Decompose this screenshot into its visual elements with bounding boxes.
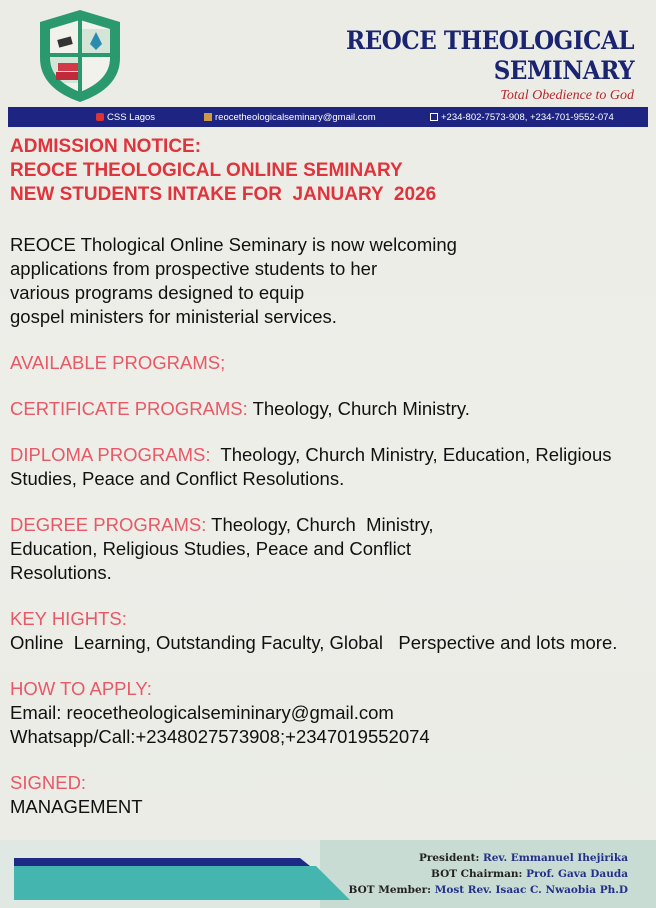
heading-line: REOCE THEOLOGICAL ONLINE SEMINARY [10,160,403,181]
email-text: reocetheologicalseminary@gmail.com [215,111,376,123]
apply-email[interactable]: Email: reocetheologicalsemininary@gmail.com [10,702,394,723]
section-text: Theology, Church Ministry. [247,398,470,419]
heading-line: NEW STUDENTS INTAKE FOR JANUARY 2026 [10,184,437,205]
label: BOT Chairman: [431,868,523,880]
member-line [349,882,628,898]
intro-line: REOCE Thological Online Seminary is now welcoming [10,234,457,255]
location-icon [96,113,104,121]
location-text: CSS Lagos [107,111,156,123]
section-label: SIGNED: [10,772,87,793]
section-label: DIPLOMA PROGRAMS: [10,444,211,465]
key-highlights [10,607,646,655]
notice-body [10,135,646,819]
intro-line: various programs designed to equip [10,282,305,303]
name: Prof. Gava Dauda [526,868,628,880]
heading-line: ADMISSION NOTICE: [10,136,202,157]
intro-line: gospel ministers for ministerial services. [10,306,337,327]
signed [10,771,646,819]
label: BOT Member: [348,884,432,896]
label: President: [418,852,480,864]
name: Most Rev. Isaac C. Nwaobia Ph.D [434,884,628,896]
intro-line: applications from prospective students to her [10,258,378,279]
chairman-line [349,866,628,882]
email-icon [204,113,212,121]
signatory: MANAGEMENT [10,796,143,817]
name: Rev. Emmanuel Ihejirika [483,852,628,864]
section-text: Online Learning, Outstanding Faculty, Global Perspective and lots more. [10,632,618,653]
available-programs-label: AVAILABLE PROGRAMS; [10,352,226,373]
phone-text: +234-802-7573-908, +234-701-9552-074 [441,111,614,123]
section-label: DEGREE PROGRAMS: [10,514,207,535]
degree-programs [10,513,646,585]
contact-bar [8,107,648,127]
notice-heading [10,135,646,207]
president-line [349,850,628,866]
title-line-2: SEMINARY [493,56,634,85]
title-line-1: REOCE THEOLOGICAL [345,26,634,55]
apply-phone[interactable]: Whatsapp/Call:+2348027573908;+2347019552074 [10,726,430,747]
phone-icon [430,113,438,121]
section-label: KEY HIGHTS: [10,608,127,629]
how-to-apply [10,677,646,749]
intro-paragraph [10,233,646,329]
section-text: Theology, Church Ministry, Education, Religious Studies, Peace and Conflict Resolutions. [10,444,617,489]
motto: Total Obedience to God [500,88,634,103]
diploma-programs [10,443,646,491]
section-text: Theology, Church Ministry, Education, Religious Studies, Peace and Conflict Resolutions. [10,514,439,583]
section-label: HOW TO APPLY: [10,678,152,699]
section-label: CERTIFICATE PROGRAMS: [10,398,248,419]
shield-logo-icon [36,8,124,104]
certificate-programs [10,397,646,421]
seminary-title [346,26,634,86]
footer-officials [349,850,628,898]
